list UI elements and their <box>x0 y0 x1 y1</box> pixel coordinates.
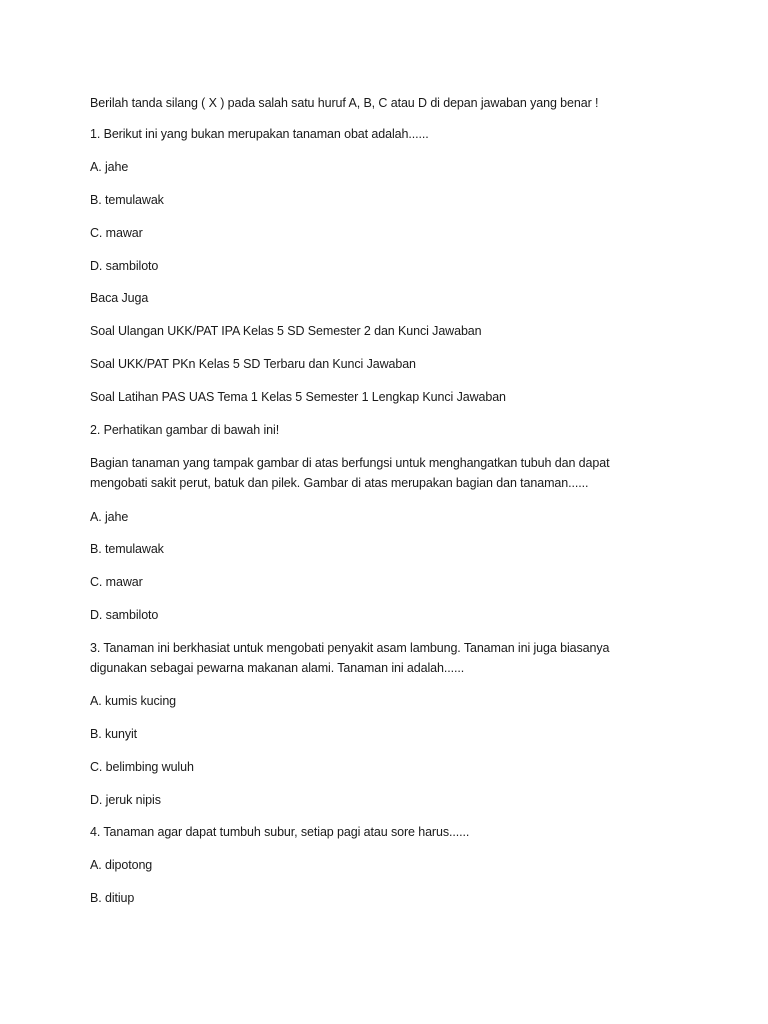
q3-option-a: A. kumis kucing <box>90 694 177 708</box>
q2-description-line-2: mengobati sakit perut, batuk dan pilek. Gambar di atas merupakan bagian dan tanaman...... <box>90 476 589 490</box>
q2-option-d: D. sambiloto <box>90 608 159 622</box>
q1-option-b: B. temulawak <box>90 193 164 207</box>
question-2: 2. Perhatikan gambar di bawah ini! <box>90 423 280 437</box>
baca-juga-link-1[interactable]: Soal Ulangan UKK/PAT IPA Kelas 5 SD Semester 2 dan Kunci Jawaban <box>90 324 482 338</box>
q4-option-a: A. dipotong <box>90 858 153 872</box>
baca-juga-link-2[interactable]: Soal UKK/PAT PKn Kelas 5 SD Terbaru dan Kunci Jawaban <box>90 357 416 371</box>
q2-description-line-1: Bagian tanaman yang tampak gambar di atas berfungsi untuk menghangatkan tubuh dan dapat <box>90 456 610 470</box>
q2-option-c: C. mawar <box>90 575 143 589</box>
q1-option-a: A. jahe <box>90 160 129 174</box>
question-1: 1. Berikut ini yang bukan merupakan tanaman obat adalah...... <box>90 127 429 141</box>
q3-option-d: D. jeruk nipis <box>90 793 161 807</box>
question-3-line-2: digunakan sebagai pewarna makanan alami. Tanaman ini adalah...... <box>90 661 465 675</box>
q4-option-b: B. ditiup <box>90 891 135 905</box>
instruction-text: Berilah tanda silang ( X ) pada salah satu huruf A, B, C atau D di depan jawaban yang benar ! <box>90 96 599 110</box>
q1-option-d: D. sambiloto <box>90 259 159 273</box>
baca-juga-link-3[interactable]: Soal Latihan PAS UAS Tema 1 Kelas 5 Semester 1 Lengkap Kunci Jawaban <box>90 390 506 404</box>
baca-juga-heading: Baca Juga <box>90 291 149 305</box>
q1-option-c: C. mawar <box>90 226 143 240</box>
q2-option-b: B. temulawak <box>90 542 164 556</box>
q3-option-b: B. kunyit <box>90 727 138 741</box>
question-3-line-1: 3. Tanaman ini berkhasiat untuk mengobati penyakit asam lambung. Tanaman ini juga biasanya <box>90 641 610 655</box>
q3-option-c: C. belimbing wuluh <box>90 760 194 774</box>
q2-option-a: A. jahe <box>90 510 129 524</box>
question-4: 4. Tanaman agar dapat tumbuh subur, setiap pagi atau sore harus...... <box>90 825 470 839</box>
